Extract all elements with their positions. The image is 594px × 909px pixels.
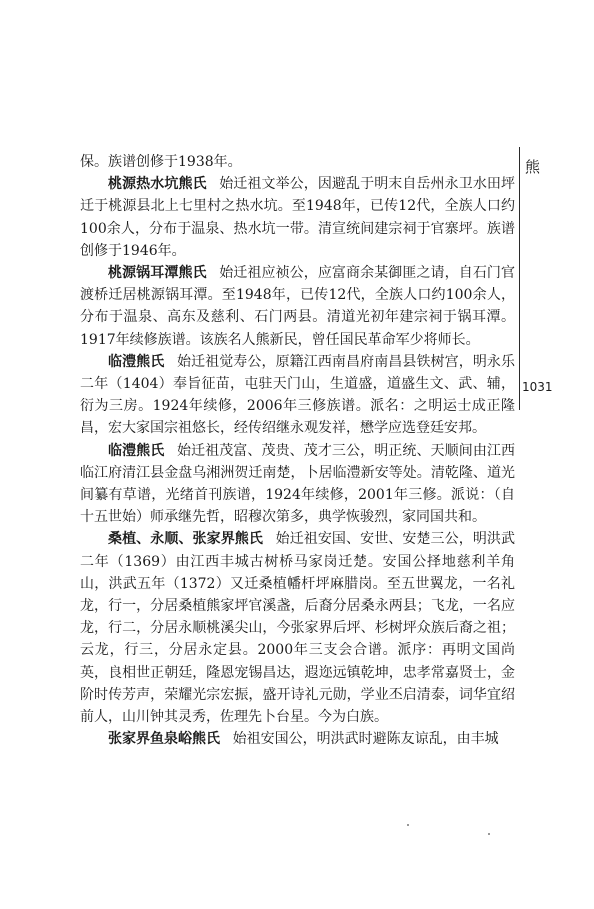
entry-text: 始迁祖文举公，因避乱于明末自岳州永卫水田坪迁于桃源县北上七里村之热水坑。至1948年，已传12代，全族人口约100余人，分布于温泉、热水坑一带。清宣统间建宗祠于官寨坪。族谱创修于1946年。 (80, 176, 515, 259)
entry-paragraph (80, 528, 515, 728)
scan-speck (407, 824, 409, 826)
entry-paragraph (80, 351, 515, 440)
scan-speck (488, 833, 490, 835)
entry-title: 张家界鱼泉峪熊氏 (108, 731, 220, 748)
entry-paragraph (80, 440, 515, 529)
entry-text: 始迁祖应祯公，应富商余某御匪之请，自石门官渡桥迁居桃源锅耳潭。至1948年，已传12代，全族人口约100余人，分布于温泉、高东及慈利、石门两县。清道光初年建宗祠于锅耳潭。1917年续修族谱。该族名人熊新民，曾任国民革命军少将师长。 (80, 265, 515, 348)
entry-title: 桃源锅耳潭熊氏 (108, 265, 207, 282)
margin-rule (519, 147, 520, 410)
entry-text: 始迁祖茂富、茂贵、茂才三公，明正统、天顺间由江西临江府清江县金盘乌湘洲贺迁南楚，卜居临澧新安等处。清乾隆、道光间纂有草谱，光绪首刊族谱，1924年续修，2001年三修。派说：（自十五世始）师承继先哲，昭穆次第多，典学恢骏烈，家同国共和。 (80, 442, 516, 526)
entry-title: 临澧熊氏 (108, 442, 165, 459)
main-text (80, 151, 515, 750)
entry-title: 桑植、永顺、张家界熊氏 (108, 531, 263, 548)
entry-text: 始迁祖觉寿公，原籍江西南昌府南昌县铁树宫，明永乐二年（1404）奉旨征苗，屯驻天门山，生道盛，道盛生文、武、辅，衍为三房。1924年续修，2006年三修族谱。派名：之明运士成正隆昌，宏大家国宗祖悠长，经传绍继永观发祥，懋学应选登廷安邦。 (80, 353, 516, 437)
entry-paragraph (80, 728, 515, 750)
entry-title: 临澧熊氏 (108, 353, 165, 370)
entry-text: 始祖安国公，明洪武时避陈友谅乱，由丰城 (232, 731, 499, 748)
running-header-char: 熊 (525, 158, 541, 176)
entry-paragraph (80, 262, 515, 351)
paragraph-text: 保。族谱创修于1938年。 (80, 154, 242, 170)
entry-title: 桃源热水坑熊氏 (108, 176, 207, 193)
page-number: 1031 (522, 380, 553, 394)
paragraph-continuation (80, 151, 515, 173)
entry-text: 始迁祖安国、安世、安楚三公，明洪武二年（1369）由江西丰城古树桥马家岗迁楚。安国公择地慈利羊角山，洪武五年（1372）又迁桑植幡杆坪麻腊岗。至五世翼龙，一名礼龙，行一，分居桑植熊家坪官溪盏，后裔分居桑永两县；飞龙，一名应龙，行二，分居永顺桃溪尖山，今张家界后坪、杉树坪众族后裔之祖；云龙，行三，分居永定县。2000年三支会合谱。派序：再明文国尚英，良相世正朝廷，隆恩宠锡昌达，遐迩远镇乾坤，忠孝常嘉贤士，金阶时传芳声，荣耀光宗宏振，盛开诗礼元勋，学业丕启清泰，词华宜绍前人，山川钟其灵秀，佐理先卜台星。今为白族。 (80, 531, 516, 726)
entry-paragraph (80, 173, 515, 262)
